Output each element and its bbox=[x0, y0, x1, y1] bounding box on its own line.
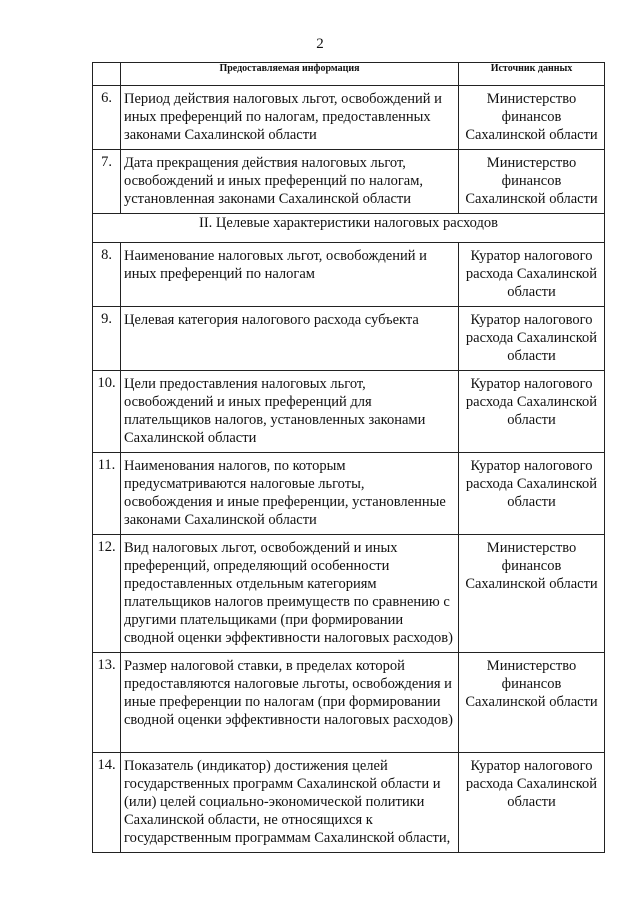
row-number: 14. bbox=[93, 753, 121, 853]
row-number: 7. bbox=[93, 150, 121, 214]
table-row bbox=[93, 453, 605, 535]
table-row bbox=[93, 753, 605, 853]
table-row bbox=[93, 535, 605, 653]
header-number-cell bbox=[93, 63, 121, 86]
row-number: 10. bbox=[93, 371, 121, 453]
row-source: Куратор налогового расхода Сахалинской области bbox=[459, 453, 605, 535]
row-source: Министерство финансов Сахалинской области bbox=[459, 535, 605, 653]
row-source: Министерство финансов Сахалинской области bbox=[459, 150, 605, 214]
row-number: 13. bbox=[93, 653, 121, 753]
row-info: Целевая категория налогового расхода субъекта bbox=[121, 307, 459, 371]
header-source: Источник данных bbox=[459, 63, 605, 86]
row-number: 8. bbox=[93, 243, 121, 307]
row-info: Наименование налоговых льгот, освобождений и иных преференций по налогам bbox=[121, 243, 459, 307]
row-info: Цели предоставления налоговых льгот, освобождений и иных преференций для плательщиков налогов, установленных законами Сахалинской области bbox=[121, 371, 459, 453]
row-info: Наименования налогов, по которым предусматриваются налоговые льготы, освобождения и иные преференции, установленные законами Сахалинской области bbox=[121, 453, 459, 535]
section-row bbox=[93, 214, 605, 243]
row-info: Размер налоговой ставки, в пределах которой предоставляются налоговые льготы, освобождения и иные преференции по налогам (при формировании сводной оценки эффективности налоговых расходов) bbox=[121, 653, 459, 753]
row-number: 12. bbox=[93, 535, 121, 653]
row-info: Период действия налоговых льгот, освобождений и иных преференций по налогам, предоставленных законами Сахалинской области bbox=[121, 86, 459, 150]
table-row bbox=[93, 243, 605, 307]
table-row bbox=[93, 307, 605, 371]
data-table bbox=[92, 62, 605, 853]
row-source: Министерство финансов Сахалинской области bbox=[459, 86, 605, 150]
row-source: Куратор налогового расхода Сахалинской области bbox=[459, 371, 605, 453]
row-source: Министерство финансов Сахалинской области bbox=[459, 653, 605, 753]
row-source: Куратор налогового расхода Сахалинской области bbox=[459, 307, 605, 371]
row-number: 9. bbox=[93, 307, 121, 371]
table-row bbox=[93, 150, 605, 214]
row-info: Вид налоговых льгот, освобождений и иных преференций, определяющий особенности предоставленных отдельным категориям плательщиков налогов преимуществ по сравнению с другими плательщиками (при формировании сводной оценки эффективности налоговых расходов) bbox=[121, 535, 459, 653]
row-source: Куратор налогового расхода Сахалинской области bbox=[459, 243, 605, 307]
row-info: Показатель (индикатор) достижения целей государственных программ Сахалинской области и (или) целей социально-экономической политики Сахалинской области, не относящихся к государственным программам Сахалинской области, bbox=[121, 753, 459, 853]
row-info: Дата прекращения действия налоговых льгот, освобождений и иных преференций по налогам, установленная законами Сахалинской области bbox=[121, 150, 459, 214]
row-number: 6. bbox=[93, 86, 121, 150]
header-row bbox=[93, 63, 605, 86]
table-row bbox=[93, 86, 605, 150]
table-row bbox=[93, 653, 605, 753]
table-row bbox=[93, 371, 605, 453]
page-number: 2 bbox=[316, 36, 324, 52]
row-number: 11. bbox=[93, 453, 121, 535]
header-info: Предоставляемая информация bbox=[121, 63, 459, 86]
section-title: II. Целевые характеристики налоговых расходов bbox=[93, 214, 605, 243]
row-source: Куратор налогового расхода Сахалинской области bbox=[459, 753, 605, 853]
